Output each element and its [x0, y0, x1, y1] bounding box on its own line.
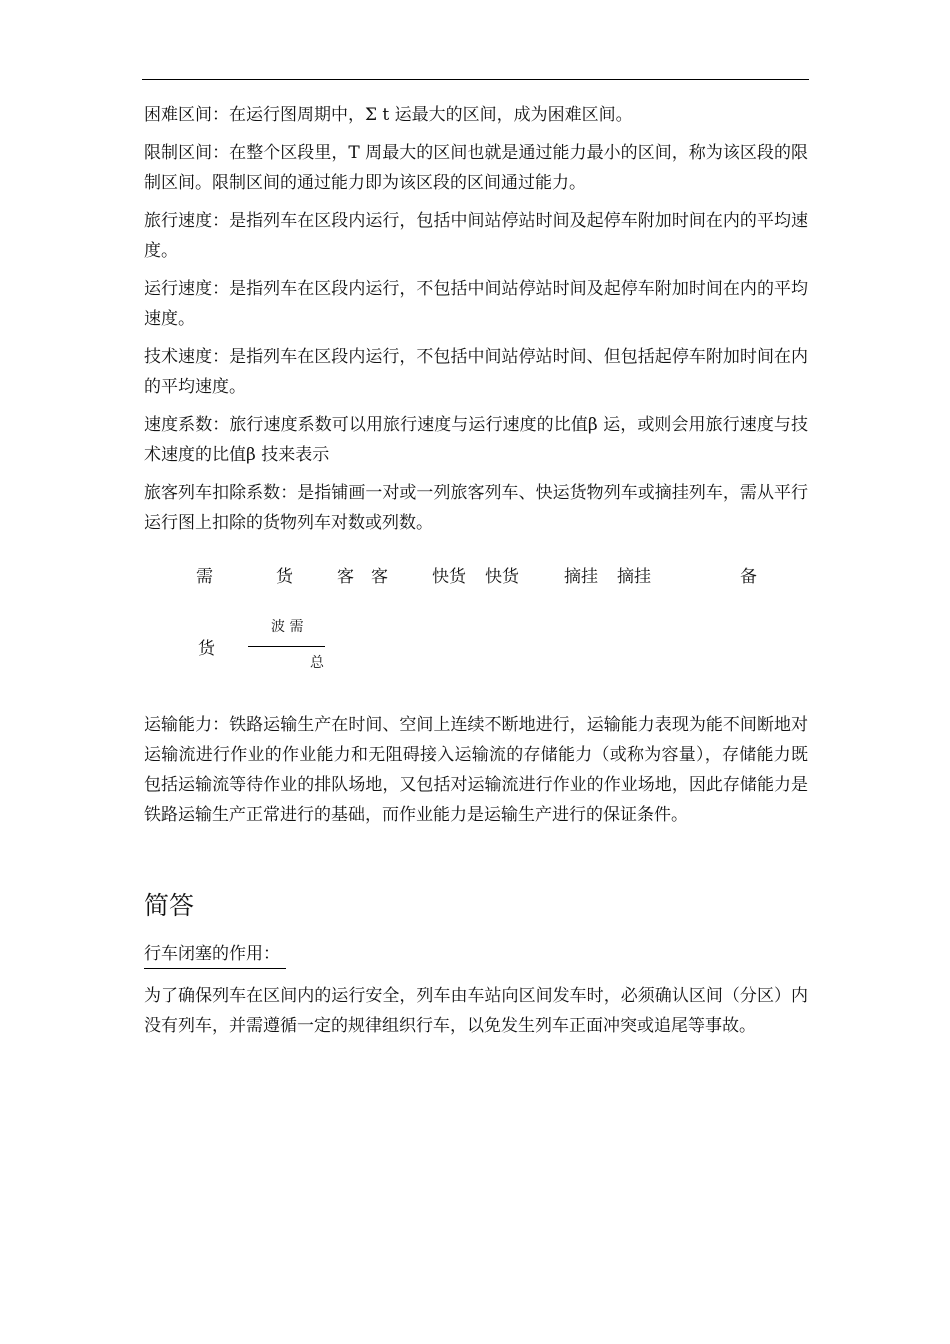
- formula-lhs: 货: [198, 639, 215, 659]
- formula-term: 客: [371, 567, 388, 587]
- definition-deduction-coefficient: 旅客列车扣除系数：是指铺画一对或一列旅客列车、快运货物列车或摘挂列车，需从平行运行图上扣除的货物列车对数或列数。: [144, 483, 808, 533]
- formula-term: 客: [337, 567, 354, 587]
- document-body: [144, 100, 808, 1049]
- formula-term: 摘挂: [564, 567, 598, 587]
- definition-difficult-section: 困难区间：在运行图周期中，Σ t 运最大的区间，成为困难区间。: [144, 105, 633, 125]
- formula-term: 货: [276, 567, 293, 587]
- formula-term: 快货: [485, 567, 519, 587]
- header-rule: [142, 79, 809, 80]
- section-heading: 简答: [144, 891, 195, 920]
- formula-term: 备: [740, 567, 757, 587]
- definition-speed-coefficient: 速度系数：旅行速度系数可以用旅行速度与运行速度的比值β 运，或则会用旅行速度与技术速度的比值β 技来表示: [144, 415, 808, 465]
- formula-block: [144, 546, 808, 706]
- answer-paragraph: 为了确保列车在区间内的运行安全，列车由车站向区间发车时，必须确认区间（分区）内没有列车，并需遵循一定的规律组织行车，以免发生列车正面冲突或追尾等事故。: [144, 986, 808, 1036]
- definition-travel-speed: 旅行速度：是指列车在区段内运行，包括中间站停站时间及起停车附加时间在内的平均速度。: [144, 211, 808, 261]
- formula-numerator: 波 需: [271, 619, 304, 635]
- definition-running-speed: 运行速度：是指列车在区段内运行，不包括中间站停站时间及起停车附加时间在内的平均速度。: [144, 279, 808, 329]
- formula-denominator: 总: [310, 655, 324, 671]
- formula-term: 需: [196, 567, 213, 587]
- transport-capacity-paragraph: 运输能力：铁路运输生产在时间、空间上连续不断地进行，运输能力表现为能不间断地对运输流进行作业的作业能力和无阻碍接入运输流的存储能力（或称为容量），存储能力既包括运输流等待作业的排队场地，又包括对运输流进行作业的作业场地，因此存储能力是铁路运输生产正常进行的基础，而作业能力是运输生产进行的保证条件。: [144, 715, 808, 825]
- question-title: 行车闭塞的作用：: [144, 940, 286, 969]
- definition-restricted-section: 限制区间：在整个区段里，T 周最大的区间也就是通过能力最小的区间，称为该区段的限制区间。限制区间的通过能力即为该区段的区间通过能力。: [144, 143, 808, 193]
- definition-technical-speed: 技术速度：是指列车在区段内运行，不包括中间站停站时间、但包括起停车附加时间在内的平均速度。: [144, 347, 808, 397]
- formula-term: 快货: [432, 567, 466, 587]
- formula-term: 摘挂: [617, 567, 651, 587]
- fraction-bar: [248, 646, 325, 647]
